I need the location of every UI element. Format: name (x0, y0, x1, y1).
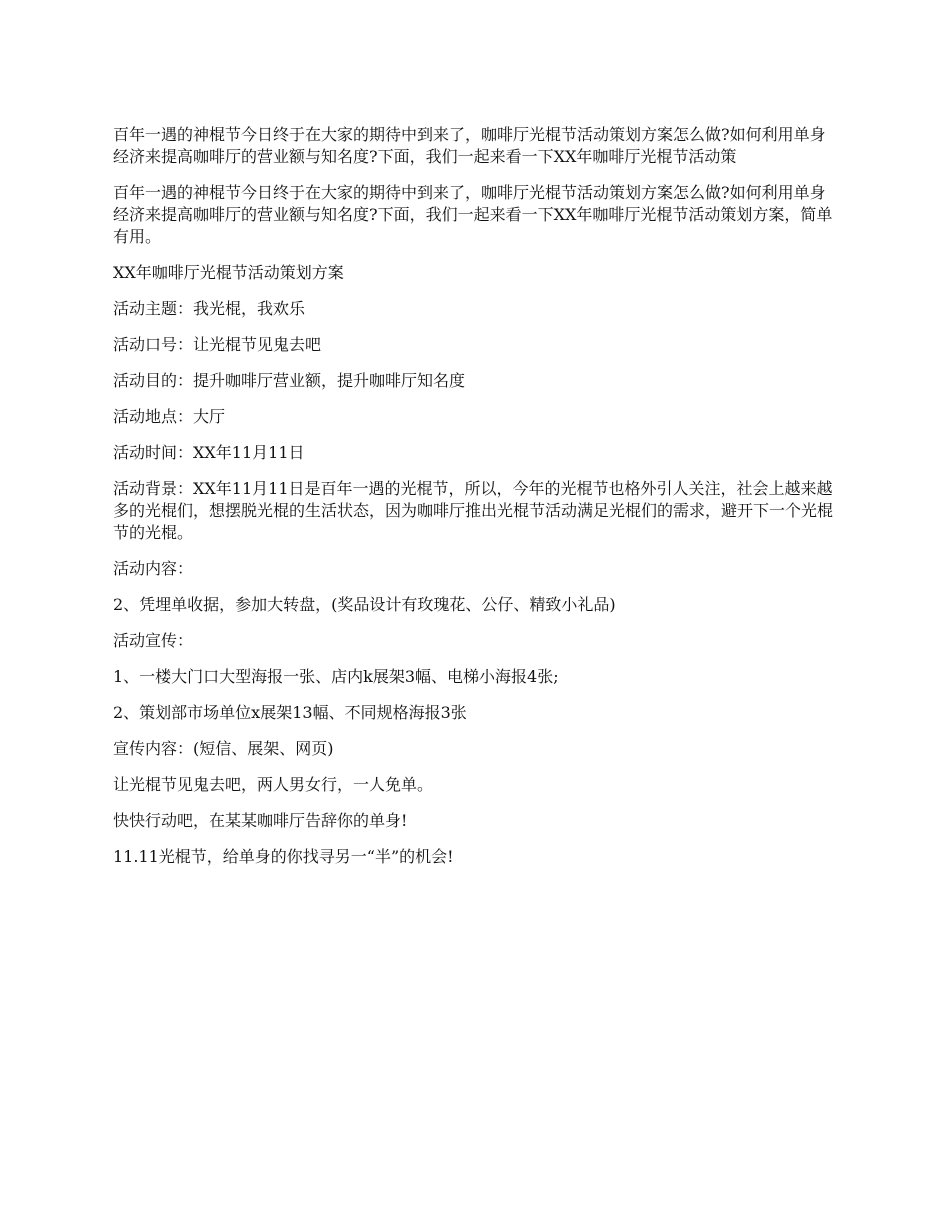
activity-location: 活动地点：大厅 (113, 407, 226, 426)
activity-theme: 活动主题：我光棍，我欢乐 (113, 299, 306, 318)
promotion-item-1: 1、一楼大门口大型海报一张、店内k展架3幅、电梯小海报4张; (113, 667, 559, 686)
promotion-line-1: 让光棍节见鬼去吧，两人男女行，一人免单。 (113, 775, 434, 794)
intro-paragraph-excerpt: 百年一遇的神棍节今日终于在大家的期待中到来了，咖啡厅光棍节活动策划方案怎么做?如何利用单身经济来提高咖啡厅的营业额与知名度?下面，我们一起来看一下XX年咖啡厅光棍节活动策 (113, 125, 826, 166)
promotion-heading: 活动宣传： (113, 631, 194, 650)
promotion-line-2: 快快行动吧，在某某咖啡厅告辞你的单身! (113, 811, 408, 830)
document-body (113, 124, 841, 882)
promotion-content-heading: 宣传内容：(短信、展架、网页) (113, 739, 334, 758)
activity-background: 活动背景：XX年11月11日是百年一遇的光棍节，所以，今年的光棍节也格外引人关注，社会上越来越多的光棍们，想摆脱光棍的生活状态，因为咖啡厅推出光棍节活动满足光棍们的需求，避开下一个光棍节的光棍。 (113, 479, 834, 542)
activity-content-heading: 活动内容： (113, 559, 194, 578)
intro-paragraph: 百年一遇的神棍节今日终于在大家的期待中到来了，咖啡厅光棍节活动策划方案怎么做?如何利用单身经济来提高咖啡厅的营业额与知名度?下面，我们一起来看一下XX年咖啡厅光棍节活动策划方案，简单有用。 (113, 183, 833, 246)
activity-content-item-2: 2、凭埋单收据，参加大转盘，(奖品设计有玫瑰花、公仔、精致小礼品) (113, 595, 616, 614)
plan-title: XX年咖啡厅光棍节活动策划方案 (113, 263, 344, 282)
activity-time: 活动时间：XX年11月11日 (113, 443, 305, 462)
activity-slogan: 活动口号：让光棍节见鬼去吧 (113, 335, 322, 354)
activity-purpose: 活动目的：提升咖啡厅营业额，提升咖啡厅知名度 (113, 371, 466, 390)
promotion-line-3: 11.11光棍节，给单身的你找寻另一“半”的机会! (113, 847, 454, 866)
promotion-item-2: 2、策划部市场单位x展架13幅、不同规格海报3张 (113, 703, 467, 722)
